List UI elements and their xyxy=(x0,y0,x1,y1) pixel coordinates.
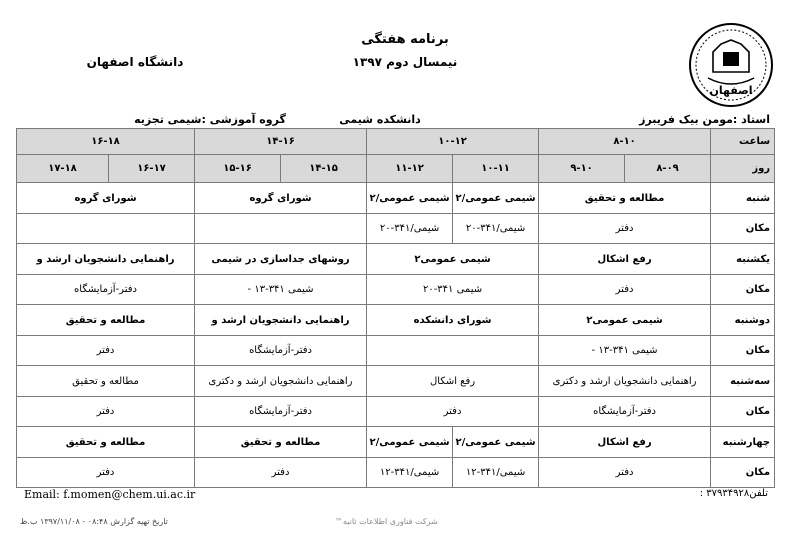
report-date: تاریخ تهیه گزارش ۰۸:۴۸ - ۱۳۹۷/۱۱/۰۸ ب.ظ xyxy=(20,517,168,526)
activity-cell: روشهای جداسازی در شیمی xyxy=(195,244,367,275)
sub-slot: ۸-۰۹ xyxy=(625,155,711,183)
place-row-monday xyxy=(17,336,775,366)
place-label: مکان xyxy=(711,336,775,366)
semester-label: نیمسال دوم ۱۳۹۷ xyxy=(352,55,458,69)
place-cell: شیمی/۳۴۱-۱۲ xyxy=(453,458,539,488)
day-header-label: روز xyxy=(711,155,775,183)
faculty-name: دانشکده شیمی xyxy=(339,113,421,126)
place-cell: دفتر xyxy=(539,275,711,305)
place-cell: شیمی/۳۴۱-۲۰ xyxy=(453,214,539,244)
activity-cell: راهنمایی دانشجویان ارشد و دکتری xyxy=(195,366,367,397)
day-row-saturday xyxy=(17,183,775,214)
activity-cell: شیمی عمومی۲ xyxy=(367,244,539,275)
day-name: دوشنبه xyxy=(711,305,775,336)
place-cell: دفتر xyxy=(539,458,711,488)
page-title: برنامه هفتگی xyxy=(361,32,449,47)
time-slot: ۱۶-۱۸ xyxy=(17,129,195,155)
activity-cell: شیمی عمومی۲ xyxy=(539,305,711,336)
sub-slot: ۱۶-۱۷ xyxy=(109,155,195,183)
activity-cell: شورای دانشکده xyxy=(367,305,539,336)
contact-email: Email: f.momen@chem.ui.ac.ir xyxy=(24,488,196,501)
day-row-sunday xyxy=(17,244,775,275)
place-label: مکان xyxy=(711,458,775,488)
place-cell: دفتر xyxy=(17,458,195,488)
place-cell xyxy=(195,214,367,244)
place-label: مکان xyxy=(711,214,775,244)
place-cell xyxy=(367,336,539,366)
activity-cell: شیمی عمومی/۲ xyxy=(453,183,539,214)
activity-cell: راهنمایی دانشجویان ارشد و دکتری xyxy=(539,366,711,397)
day-name: یکشنبه xyxy=(711,244,775,275)
sub-slot: ۱۴-۱۵ xyxy=(281,155,367,183)
sub-slot: ۱۱-۱۲ xyxy=(367,155,453,183)
place-cell: دفتر-آزمایشگاه xyxy=(195,397,367,427)
time-slot: ۸-۱۰ xyxy=(539,129,711,155)
sub-slot: ۱۷-۱۸ xyxy=(17,155,109,183)
activity-cell: شیمی عمومی/۲ xyxy=(367,427,453,458)
place-cell: شیمی ۳۴۱-۱۳ - xyxy=(539,336,711,366)
professor-name: استاد :مومن بیک فریبرز xyxy=(639,113,770,126)
place-cell: دفتر-آزمایشگاه xyxy=(195,336,367,366)
day-row-monday xyxy=(17,305,775,336)
place-cell: شیمی/۳۴۱-۱۲ xyxy=(367,458,453,488)
activity-cell: رفع اشکال xyxy=(367,366,539,397)
day-name: چهارشنبه xyxy=(711,427,775,458)
place-cell: شیمی ۳۴۱-۱۳ - xyxy=(195,275,367,305)
day-name: شنبه xyxy=(711,183,775,214)
place-cell: دفتر xyxy=(539,214,711,244)
company-credit: شرکت فناوری اطلاعات ثانیه™ xyxy=(335,517,438,526)
place-label: مکان xyxy=(711,275,775,305)
activity-cell: مطالعه و تحقیق xyxy=(17,366,195,397)
activity-cell: مطالعه و تحقیق xyxy=(539,183,711,214)
university-logo xyxy=(688,22,774,108)
place-cell xyxy=(17,214,195,244)
contact-phone: تلفن۳۷۹۳۴۹۲۸ : xyxy=(699,488,768,499)
time-slot: ۱۰-۱۲ xyxy=(367,129,539,155)
weekly-schedule-table xyxy=(16,128,775,488)
activity-cell: شورای گروه xyxy=(195,183,367,214)
activity-cell: شورای گروه xyxy=(17,183,195,214)
sub-slot: ۹-۱۰ xyxy=(539,155,625,183)
place-cell: دفتر xyxy=(195,458,367,488)
activity-cell: مطالعه و تحقیق xyxy=(17,427,195,458)
activity-cell: مطالعه و تحقیق xyxy=(195,427,367,458)
sub-slot: ۱۵-۱۶ xyxy=(195,155,281,183)
activity-cell: رفع اشکال xyxy=(539,427,711,458)
activity-cell: مطالعه و تحقیق xyxy=(17,305,195,336)
time-header-row xyxy=(17,129,775,155)
place-row-wednesday xyxy=(17,458,775,488)
activity-cell: راهنمایی دانشجویان ارشد و xyxy=(195,305,367,336)
svg-text:اصفهان: اصفهان xyxy=(709,84,753,97)
place-cell: دفتر xyxy=(17,336,195,366)
day-row-tuesday xyxy=(17,366,775,397)
department-group: گروه آموزشی :شیمی تجزیه xyxy=(134,113,286,126)
day-name: سه‌شنبه xyxy=(711,366,775,397)
activity-cell: شیمی عمومی/۲ xyxy=(367,183,453,214)
place-cell: شیمی ۳۴۱-۲۰ xyxy=(367,275,539,305)
sub-header-row xyxy=(17,155,775,183)
place-cell: دفتر-آزمایشگاه xyxy=(17,275,195,305)
place-row-tuesday xyxy=(17,397,775,427)
place-cell: دفتر xyxy=(17,397,195,427)
time-slot: ۱۴-۱۶ xyxy=(195,129,367,155)
place-label: مکان xyxy=(711,397,775,427)
place-cell: دفتر xyxy=(367,397,539,427)
university-name: دانشگاه اصفهان xyxy=(86,55,184,69)
activity-cell: راهنمایی دانشجویان ارشد و xyxy=(17,244,195,275)
activity-cell: رفع اشکال xyxy=(539,244,711,275)
sub-slot: ۱۰-۱۱ xyxy=(453,155,539,183)
place-row-sunday xyxy=(17,275,775,305)
place-cell: شیمی/۳۴۱-۲۰ xyxy=(367,214,453,244)
activity-cell: شیمی عمومی/۲ xyxy=(453,427,539,458)
place-row-saturday xyxy=(17,214,775,244)
place-cell: دفتر-آزمایشگاه xyxy=(539,397,711,427)
time-header-label: ساعت xyxy=(711,129,775,155)
day-row-wednesday xyxy=(17,427,775,458)
